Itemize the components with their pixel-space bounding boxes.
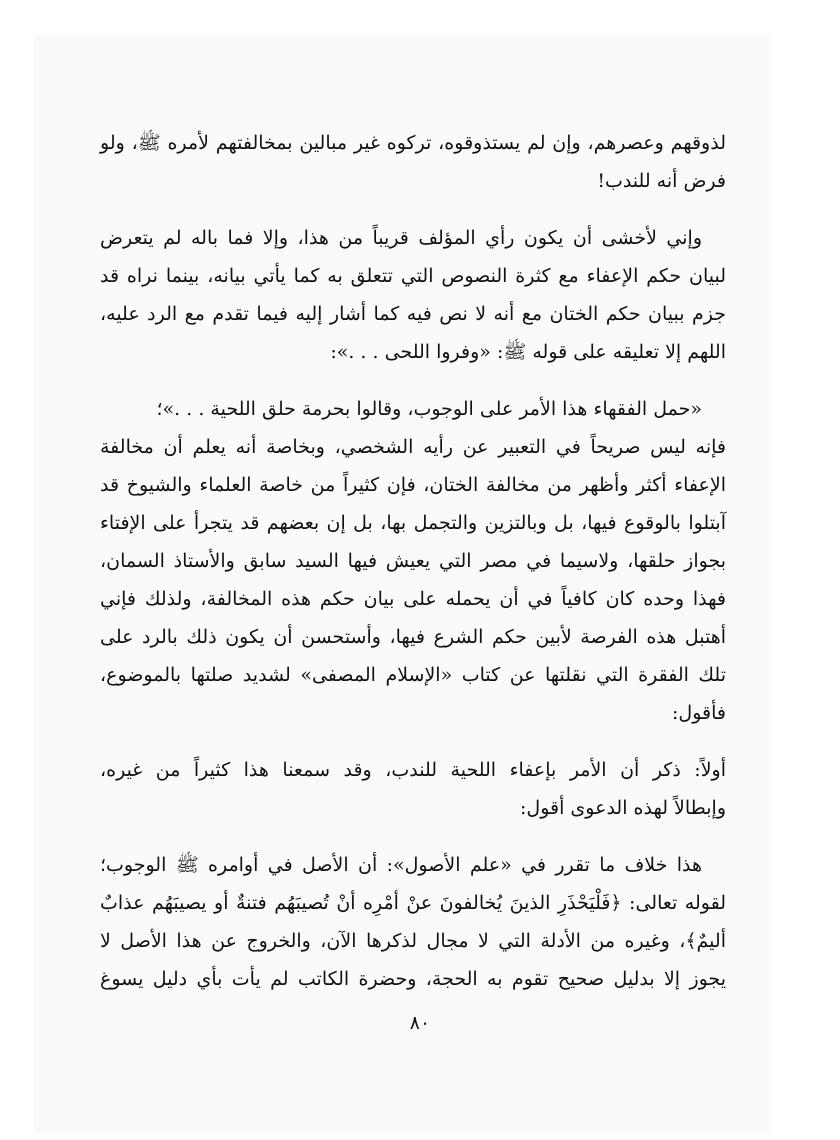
- text-line: فرض أنه للندب!: [597, 170, 726, 192]
- paragraph: [100, 390, 726, 732]
- paragraph: [100, 751, 726, 827]
- text-line: الإعفاء أكثر وأظهر من مخالفة الختان، فإن كثيراً من خاصة العلماء والشيوخ قد: [100, 474, 726, 496]
- text-line: لقوله تعالى: ﴿فَلْيَحْذَرِ الذينَ يُخالفونَ عنْ أمْرِه أنْ تُصيبَهُم فتنةٌ أو يصيبَهُم عذابٌ: [100, 892, 726, 914]
- text-line: أهتبل هذه الفرصة لأبين حكم الشرع فيها، وأستحسن أن يكون ذلك بالرد على: [100, 626, 726, 648]
- text-line: اللهم إلا تعليقه على قوله ﷺ: «وفروا اللحى . . .»:: [330, 341, 726, 363]
- text-line: فأقول:: [672, 702, 726, 724]
- text-line: وإني لأخشى أن يكون رأي المؤلف قريباً من هذا، وإلا فما باله لم يتعرض: [100, 227, 702, 249]
- text-line: أليمٌ﴾، وغيره من الأدلة التي لا مجال لذكرها الآن، والخروج عن هذا الأصل لا: [100, 930, 726, 952]
- text-line: لذوقهم وعصرهم، وإن لم يستذوقوه، تركوه غير مبالين بمخالفتهم لأمره ﷺ، ولو: [100, 132, 726, 154]
- text-line: بجواز حلقها، ولاسيما في مصر التي يعيش فيها السيد سابق والأستاذ السمان،: [100, 550, 726, 572]
- paragraph: [100, 846, 726, 998]
- paragraph: [100, 219, 726, 371]
- text-line: هذا خلاف ما تقرر في «علم الأصول»: أن الأصل في أوامره ﷺ الوجوب؛: [100, 854, 702, 876]
- text-line: وإبطالاً لهذه الدعوى أقول:: [520, 797, 726, 819]
- text-line: جزم ببيان حكم الختان مع أنه لا نص فيه كما أشار إليه فيما تقدم مع الرد عليه،: [100, 303, 726, 325]
- text-line: لبيان حكم الإعفاء مع كثرة النصوص التي تتعلق به كما يأتي بيانه، بينما نراه قد: [100, 265, 726, 287]
- page-body-text: [100, 124, 726, 998]
- text-line: فهذا وحده كان كافياً في أن يحمله على بيان حكم هذه المخالفة، ولذلك فإني: [100, 588, 726, 610]
- text-line: أولاً: ذكر أن الأمر بإعفاء اللحية للندب، وقد سمعنا هذا كثيراً من غيره،: [100, 759, 726, 781]
- text-line: «حمل الفقهاء هذا الأمر على الوجوب، وقالوا بحرمة حلق اللحية . . .»؛: [156, 398, 702, 420]
- text-line: فإنه ليس صريحاً في التعبير عن رأيه الشخصي، وبخاصة أنه يعلم أن مخالفة: [100, 436, 726, 458]
- paragraph: [100, 124, 726, 200]
- text-line: تلك الفقرة التي نقلتها عن كتاب «الإسلام المصفى» لشديد صلتها بالموضوع،: [100, 664, 726, 686]
- text-line: يجوز إلا بدليل صحيح تقوم به الحجة، وحضرة الكاتب لم يأت بأي دليل يسوغ: [100, 968, 726, 990]
- text-line: آبتلوا بالوقوع فيها، بل وبالتزين والتجمل بها، بل إن بعضهم قد يتجرأ على الإفتاء: [100, 512, 726, 534]
- page-number: ٨٠: [409, 1012, 431, 1034]
